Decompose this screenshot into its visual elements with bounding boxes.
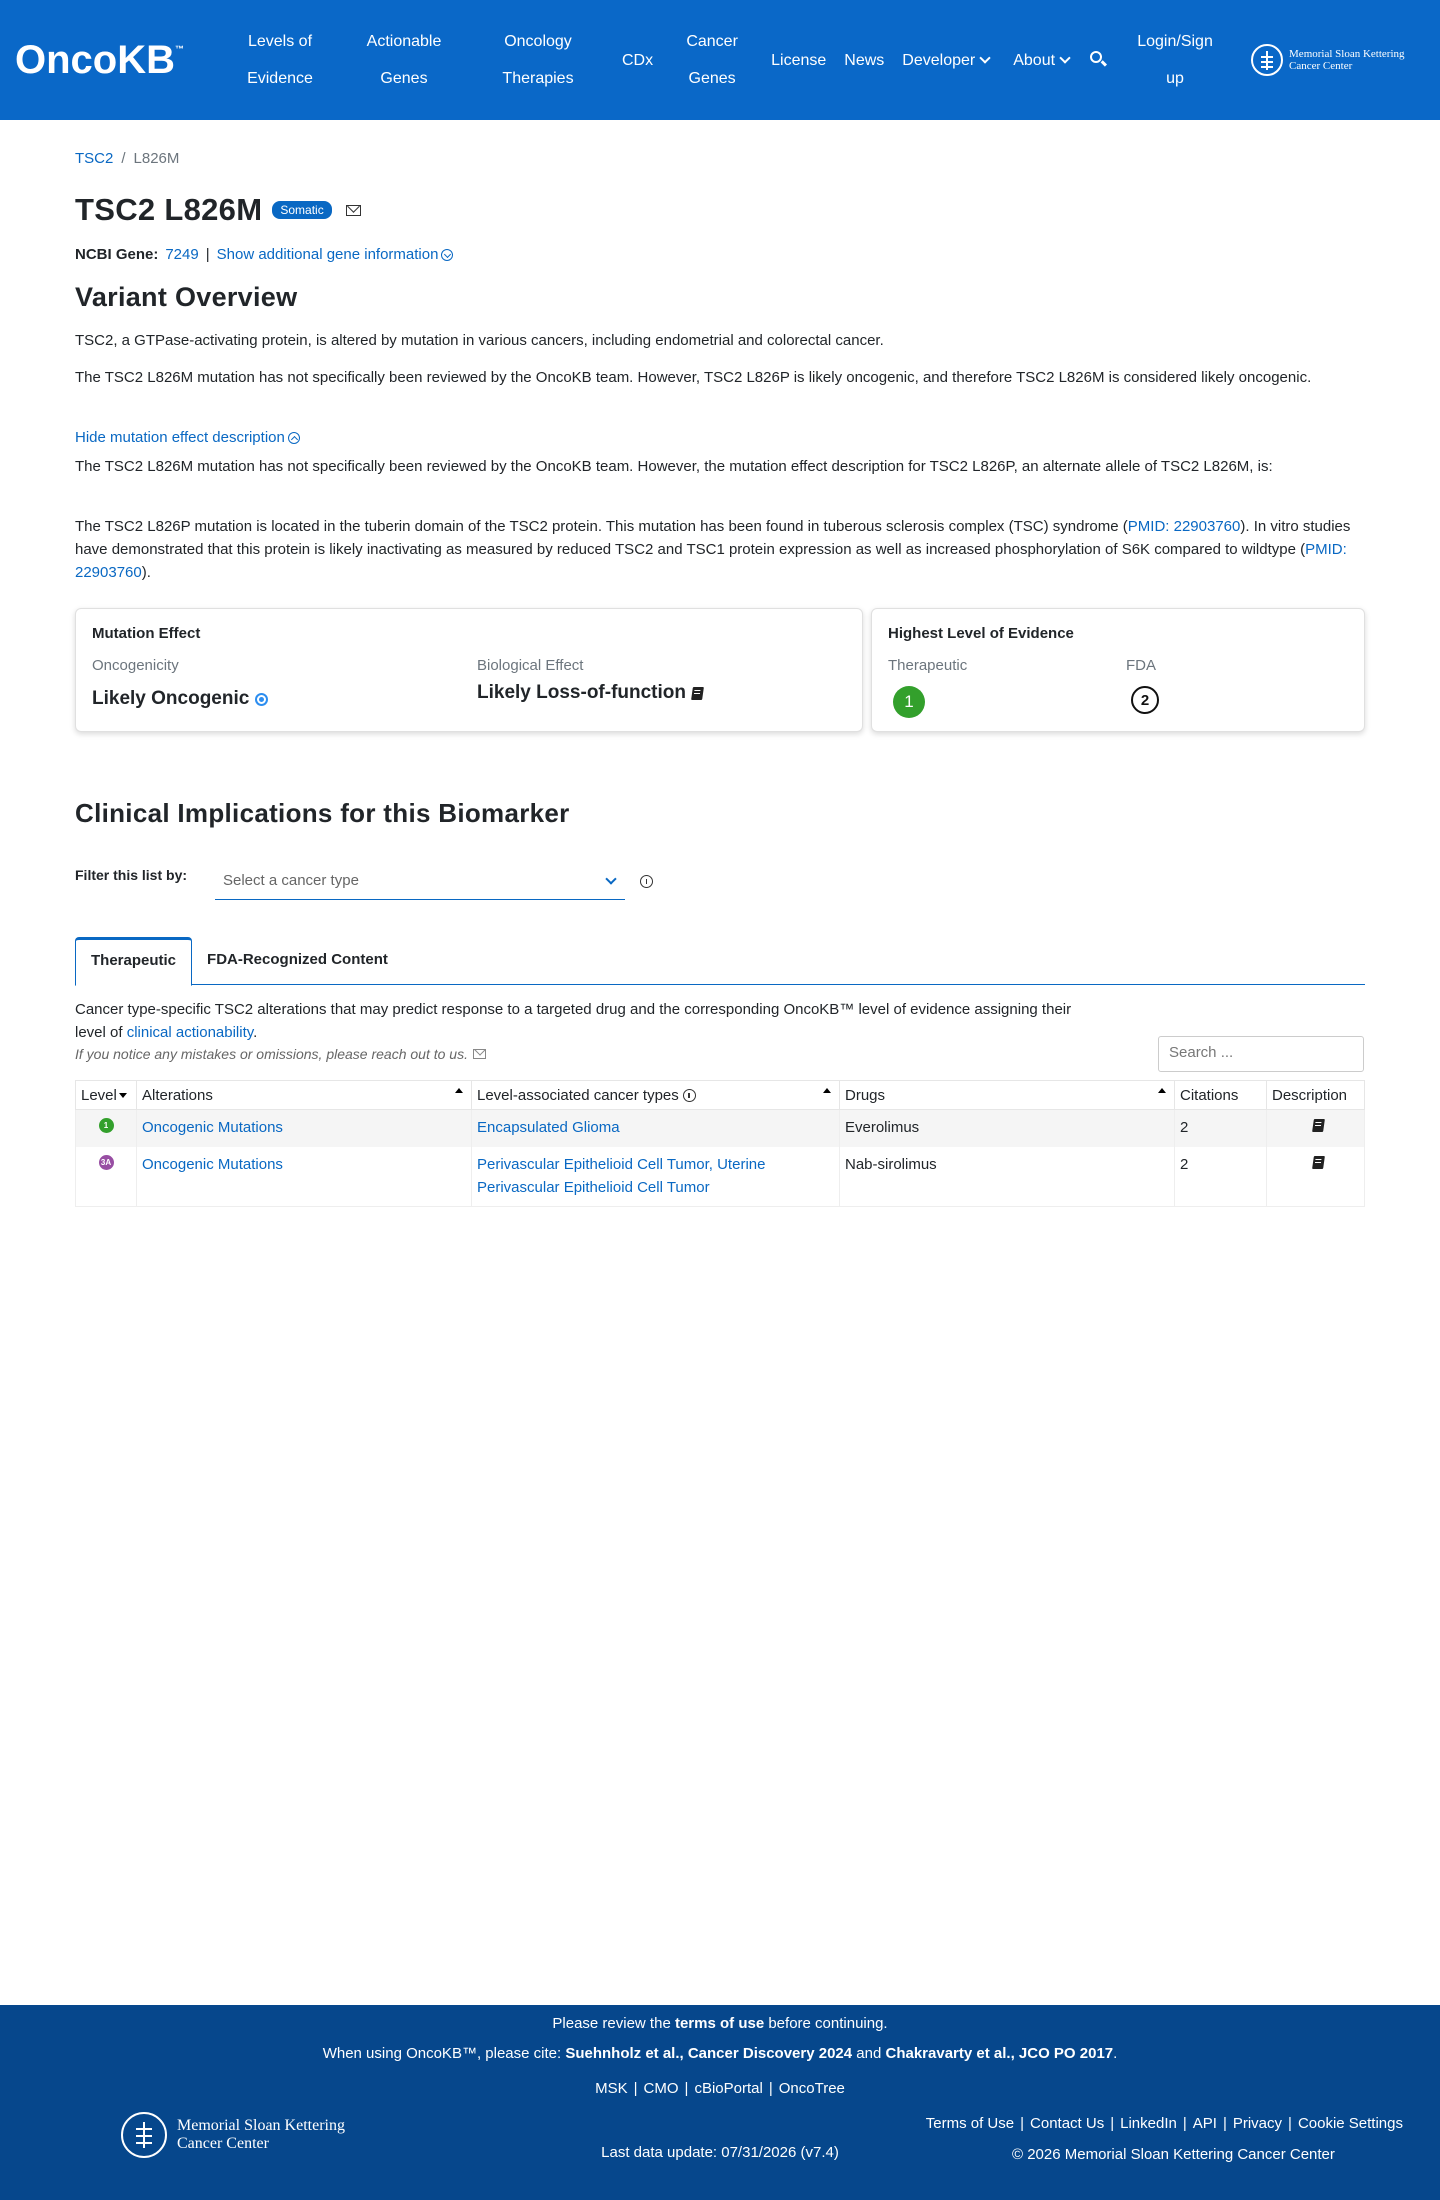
citation-link[interactable]: Suehnholz et al., Cancer Discovery 2024 [565,2045,853,2062]
cancer-type-link[interactable]: Encapsulated Glioma [477,1119,620,1136]
level-1-icon[interactable]: 1 [99,1118,114,1133]
select-placeholder: Select a cancer type [223,872,359,889]
notice-text: Please review the [552,2015,675,2032]
sort-up-icon [455,1088,463,1093]
therapeutic-intro [75,998,1095,1044]
last-data-update: Last data update: 07/31/2026 (v7.4) [601,2144,839,2161]
citation-text: and [852,2045,886,2062]
logo-tm: ™ [175,43,184,54]
intro-text: . [253,1024,258,1041]
card-title: Mutation Effect [92,625,201,642]
mail-icon[interactable] [346,205,361,216]
feedback-text: If you notice any mistakes or omissions, please reach out to us. [75,1046,468,1062]
chevron-down-icon [1059,52,1070,63]
footer-link-linkedin[interactable]: LinkedIn [1120,2115,1177,2132]
treatments-table [75,1080,1365,1207]
book-icon[interactable] [1312,1119,1325,1132]
cancer-type-link[interactable]: Perivascular Epithelioid Cell Tumor, Uterine Perivascular Epithelioid Cell Tumor [477,1155,766,1196]
pmid-link[interactable]: PMID: 22903760 [75,541,1347,581]
col-drugs[interactable] [840,1081,1175,1110]
intro-text: Cancer type-specific TSC2 alterations that may predict response to a targeted drug and the corresponding OncoKB™ level of evidence assigning their level of [75,1001,1072,1041]
fda-level-2-icon[interactable]: 2 [1131,686,1159,714]
col-description [1267,1081,1365,1110]
nav-cdx[interactable] [610,42,665,79]
cancer-type-cell [472,1110,840,1147]
header-label: Drugs [845,1086,886,1104]
likely-oncogenic-icon [255,693,268,706]
table-header-row [76,1081,1365,1110]
breadcrumb [75,150,1365,167]
biological-effect-text: Likely Loss-of-function [477,682,686,703]
nav-levels-of-evidence[interactable] [218,23,342,97]
alternate-allele-note: The TSC2 L826M mutation has not specifically been reviewed by the OncoKB team. However, the mutation effect description for TSC2 L826P, an alternate allele of TSC2 L826M, is: [75,458,1273,475]
somatic-badge: Somatic [272,201,331,219]
table-row [76,1147,1365,1207]
citation-link[interactable]: Chakravarty et al., JCO PO 2017 [885,2045,1114,2062]
description-text: The TSC2 L826P mutation is located in the tuberin domain of the TSC2 protein. This mutation has been found in tuberous sclerosis complex (TSC) syndrome ( [75,518,1128,535]
alteration-cell [137,1147,472,1207]
col-level[interactable] [76,1081,137,1110]
table-row [76,1110,1365,1147]
notice-text: before continuing. [764,2015,888,2032]
info-icon[interactable] [640,875,653,888]
header-label: Level-associated cancer types [477,1086,679,1104]
top-navbar [0,0,1440,120]
col-cancer-types[interactable] [472,1081,840,1110]
footer-link-msk[interactable]: MSK [595,2080,628,2097]
citation-notice [0,2045,1440,2062]
alteration-cell [137,1110,472,1147]
ncbi-separator: | [205,246,210,263]
header-label: Alterations [142,1086,213,1104]
level-1-icon[interactable]: 1 [893,686,925,718]
col-citations[interactable] [1175,1081,1267,1110]
tab-therapeutic[interactable]: Therapeutic [75,937,192,986]
chevron-down-icon [980,52,991,63]
footer-link-cbioportal[interactable]: cBioPortal [694,2080,763,2097]
breadcrumb-separator: / [121,150,126,167]
terms-notice [0,2015,1440,2032]
sort-up-icon [823,1088,831,1093]
nav-label: Levels of Evidence [247,33,313,87]
toggle-label: Show additional gene information [216,246,439,263]
therapeutic-label: Therapeutic [888,657,968,674]
filter-label: Filter this list by: [75,867,188,883]
biological-effect-column [477,657,703,704]
cancer-type-cell [472,1147,840,1207]
tab-fda-recognized-content[interactable]: FDA-Recognized Content [207,951,388,968]
chevron-down-icon [605,873,616,884]
description-cell [1267,1110,1365,1147]
footer-link-privacy[interactable]: Privacy [1232,2115,1283,2132]
chevron-up-circle-icon [288,432,300,444]
card-title: Highest Level of Evidence [888,625,1074,642]
book-icon[interactable] [1312,1156,1325,1169]
nav-label: Cancer Genes [686,33,738,87]
toggle-label: Hide mutation effect description [75,429,285,446]
clinical-implications-heading: Clinical Implications for this Biomarker [75,798,570,828]
alteration-link[interactable]: Oncogenic Mutations [142,1155,283,1173]
nav-label: News [844,51,885,69]
header-label: Description [1272,1086,1348,1104]
nav-label: Developer [902,51,976,69]
fda-label: FDA [1126,657,1156,674]
nav-license[interactable] [759,42,838,79]
footer-link-cmo[interactable]: CMO [643,2080,679,2097]
citations-cell[interactable]: 2 [1175,1147,1267,1207]
oncogenicity-label: Oncogenicity [92,657,179,674]
breadcrumb-current: L826M [133,150,180,167]
page-title: TSC2 L826M [75,192,263,227]
oncogenicity-column [92,657,268,710]
footer-link-terms[interactable]: Terms of Use [925,2115,1015,2132]
msk-logo[interactable] [1251,44,1429,76]
show-gene-info-toggle[interactable] [217,246,454,263]
nav-label: CDx [622,51,654,69]
drugs-cell: Everolimus [840,1110,1175,1147]
mutation-effect-card [75,608,863,732]
table-search-input[interactable]: Search ... [1158,1036,1364,1072]
description-text: ). [141,564,151,581]
description-cell [1267,1147,1365,1207]
chevron-down-circle-icon [441,249,453,261]
level-cell [76,1147,137,1207]
cancer-type-select[interactable] [215,866,625,900]
terms-of-use-link[interactable]: terms of use [674,2015,765,2032]
msk-logo-text: Memorial Sloan Kettering Cancer Center [1289,48,1405,72]
page-header [75,192,1365,228]
nav-menu [218,0,1429,120]
footer-link-api[interactable]: API [1192,2115,1217,2132]
info-icon[interactable] [683,1089,696,1102]
tab-bar [75,937,1365,985]
nav-oncology-therapies[interactable] [466,23,610,97]
description-text: ). In vitro studies have demonstrated that this protein is likely inactivating as measured by reduced TSC2 and TSC1 protein expression as well as increased phosphorylation of S6K compared to wildtype ( [75,518,1351,558]
oncogenicity-text: Likely Oncogenic [92,688,250,709]
footer-link-contact[interactable]: Contact Us [1030,2115,1105,2132]
footer-link-cookie-settings[interactable]: Cookie Settings [1297,2115,1403,2132]
book-icon[interactable] [691,687,704,700]
header-label: Citations [1180,1086,1239,1104]
alteration-link[interactable]: Oncogenic Mutations [142,1119,283,1136]
search-icon[interactable] [1089,50,1109,70]
nav-label: Oncology Therapies [502,33,574,87]
level-cell [76,1110,137,1147]
ncbi-gene-label: NCBI Gene: [75,246,159,263]
logo-text: OncoKB [15,37,175,82]
variant-summary: The TSC2 L826M mutation has not specifically been reviewed by the OncoKB team. However, TSC2 L826P is likely oncogenic, and therefore TSC2 L826M is considered likely oncogenic. [75,369,1312,386]
oncogenicity-value [92,688,268,710]
nav-about-dropdown[interactable] [1001,42,1081,79]
nav-label: Actionable Genes [366,33,442,87]
biological-effect-value [477,682,703,704]
nav-news[interactable] [838,42,890,79]
ncbi-gene-row [75,246,1365,263]
login-label: Login/Sign up [1137,33,1213,87]
fda-level-column [1126,657,1159,714]
clinical-actionability-link[interactable]: clinical actionability [126,1024,254,1041]
page-footer [0,2005,1440,2200]
citations-cell[interactable]: 2 [1175,1110,1267,1147]
level-3a-icon[interactable]: 3A [99,1155,114,1170]
variant-overview-heading: Variant Overview [75,282,298,312]
sort-down-icon [119,1093,127,1098]
sort-up-icon [1158,1088,1166,1093]
col-alterations[interactable] [137,1081,472,1110]
hide-mutation-effect-toggle[interactable] [75,426,1365,449]
footer-legal-links: Terms of Use | Contact Us | LinkedIn | API | Privacy | Cookie Settings [925,2115,1403,2132]
gene-summary: TSC2, a GTPase-activating protein, is altered by mutation in various cancers, including endometrial and colorectal cancer. [75,332,884,349]
nav-cancer-genes[interactable] [665,23,759,97]
login-signup-link[interactable] [1119,23,1231,97]
msk-logo-text: Memorial Sloan Kettering Cancer Center [177,2117,345,2152]
biological-effect-label: Biological Effect [477,657,584,674]
nav-developer-dropdown[interactable] [890,42,1001,79]
footer-link-oncotree[interactable]: OncoTree [778,2080,845,2097]
mutation-effect-description [75,515,1365,584]
footer-site-links: MSK | CMO | cBioPortal | OncoTree [595,2080,845,2097]
breadcrumb-gene-link[interactable]: TSC2 [75,150,114,167]
drugs-cell: Nab-sirolimus [840,1147,1175,1207]
highest-level-card [871,608,1365,732]
nav-actionable-genes[interactable] [342,23,466,97]
header-label: Level [81,1086,117,1104]
pmid-link[interactable]: PMID: 22903760 [1127,518,1241,535]
citation-text: . [1113,2045,1118,2062]
mail-icon[interactable] [473,1049,486,1059]
nav-label: License [771,51,827,69]
copyright: © 2026 Memorial Sloan Kettering Cancer Center [1012,2146,1335,2163]
nav-label: About [1013,51,1056,69]
citation-text: When using OncoKB™, please cite: [322,2045,566,2062]
oncokb-logo[interactable] [0,38,218,83]
ncbi-gene-id-link[interactable]: 7249 [165,246,199,263]
msk-emblem-icon [1251,44,1283,76]
therapeutic-level-column [888,657,967,718]
